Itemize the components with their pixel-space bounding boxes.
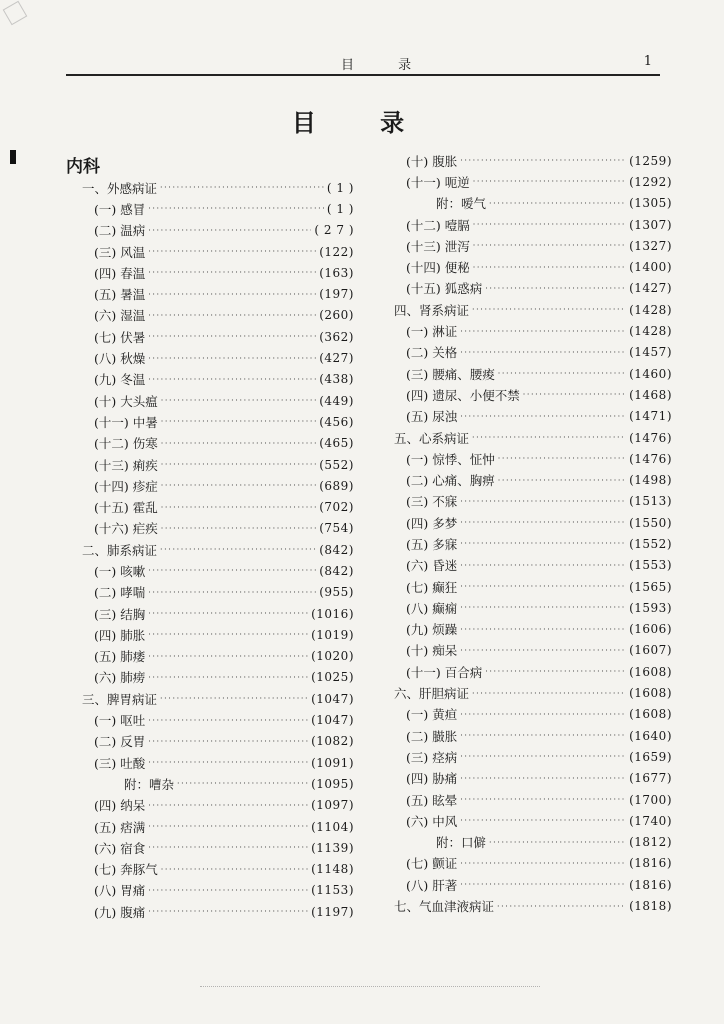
toc-entry: [394, 448, 672, 469]
toc-entry: [394, 746, 672, 767]
toc-entry: [68, 454, 354, 475]
dot-leader: [148, 673, 308, 682]
toc-entry-page: (1019): [311, 627, 354, 642]
toc-entry: [394, 342, 672, 363]
toc-entry-label: (十五) 霍乱: [94, 500, 158, 516]
dot-leader: [161, 503, 316, 512]
dot-leader: [148, 354, 316, 363]
toc-entry-label: (十二) 伤寒: [94, 436, 158, 452]
toc-entry: [68, 475, 354, 496]
dot-leader: [498, 476, 626, 485]
toc-entry: [68, 518, 354, 539]
toc-entry-page: (1498): [629, 473, 672, 488]
toc-entry-label: (八) 肝著: [406, 877, 458, 893]
toc-entry-page: (1471): [629, 409, 672, 424]
toc-entry-page: (1607): [629, 643, 672, 658]
toc-entry-label: (四) 肺胀: [94, 627, 146, 643]
toc-entry-label: (一) 感冒: [94, 201, 146, 217]
toc-entry-page: (1476): [629, 430, 672, 445]
toc-entry-label: (九) 冬温: [94, 372, 146, 388]
dot-leader: [148, 716, 308, 725]
dot-leader: [489, 838, 626, 847]
toc-entry-label: (二) 哮喘: [94, 585, 146, 601]
toc-entry: [394, 256, 672, 277]
toc-entry-label: (二) 关格: [406, 345, 458, 361]
toc-entry-label: (三) 结胸: [94, 606, 146, 622]
toc-entry-page: (1816): [629, 877, 672, 892]
toc-entry: [394, 235, 672, 256]
dot-leader: [485, 284, 626, 293]
dot-leader: [161, 396, 316, 405]
toc-entry-page: (122): [319, 244, 354, 259]
toc-entry-page: (1097): [311, 798, 354, 813]
dot-leader: [460, 518, 626, 527]
toc-entry-label: 三、脾胃病证: [82, 691, 158, 707]
toc-entry: [68, 624, 354, 645]
running-header: [66, 52, 660, 76]
dot-leader: [498, 454, 626, 463]
toc-entry: [68, 816, 354, 837]
dot-leader: [148, 737, 308, 746]
dot-leader: [148, 566, 316, 575]
dot-leader: [161, 439, 316, 448]
toc-entry: [394, 640, 672, 661]
toc-entry-page: (362): [319, 329, 354, 344]
toc-entry-label: (五) 肺痿: [94, 649, 146, 665]
header-page-number: 1: [643, 54, 652, 69]
toc-entry-label: 附：嘈杂: [124, 776, 175, 792]
dot-leader: [473, 177, 626, 186]
toc-entry: [394, 214, 672, 235]
dot-leader: [460, 625, 626, 634]
toc-entry-label: (六) 肺痨: [94, 670, 146, 686]
toc-entry-label: (十四) 疹症: [94, 478, 158, 494]
toc-entry-label: (五) 暑温: [94, 287, 146, 303]
toc-entry-page: (754): [319, 521, 354, 536]
toc-entry-label: (十) 腹胀: [406, 153, 458, 169]
toc-entry-page: (1552): [629, 536, 672, 551]
toc-entry-page: (1082): [311, 734, 354, 749]
toc-entry-page: (1197): [311, 904, 354, 919]
toc-right-column: [394, 150, 672, 917]
toc-entry-label: (四) 纳呆: [94, 798, 146, 814]
toc-entry: [68, 560, 354, 581]
toc-entry: [394, 853, 672, 874]
toc-entry-page: (689): [319, 478, 354, 493]
dot-leader: [460, 603, 626, 612]
dot-leader: [148, 822, 308, 831]
toc-entry-page: (449): [319, 393, 354, 408]
toc-entry-label: (一) 惊悸、怔忡: [406, 451, 495, 467]
toc-entry: [68, 326, 354, 347]
toc-entry: [68, 241, 354, 262]
dot-leader: [148, 204, 324, 213]
toc-entry: [394, 704, 672, 725]
toc-entry: [68, 752, 354, 773]
library-stamp: [3, 1, 28, 26]
toc-entry-page: (955): [319, 585, 354, 600]
dot-leader: [489, 199, 626, 208]
toc-entry-page: (1608): [629, 664, 672, 679]
toc-entry-label: (三) 风温: [94, 244, 146, 260]
toc-entry-label: (十一) 中暑: [94, 414, 158, 430]
toc-entry-label: (六) 昏迷: [406, 558, 458, 574]
dot-leader: [473, 220, 626, 229]
toc-entry: [68, 859, 354, 880]
dot-leader: [460, 582, 626, 591]
toc-entry: [68, 688, 354, 709]
toc-entry-label: 附：嗳气: [436, 196, 487, 212]
toc-entry-page: (1047): [311, 713, 354, 728]
toc-entry-label: (十三) 痢疾: [94, 457, 158, 473]
toc-entry-label: (十四) 便秘: [406, 260, 470, 276]
toc-entry-label: (一) 黄疸: [406, 707, 458, 723]
toc-entry: [394, 661, 672, 682]
toc-entry-page: (1148): [311, 862, 354, 877]
toc-left-column: [68, 177, 354, 922]
dot-leader: [460, 731, 626, 740]
dot-leader: [498, 369, 626, 378]
dot-leader: [460, 561, 626, 570]
dot-leader: [473, 241, 626, 250]
toc-entry-label: (四) 春温: [94, 265, 146, 281]
toc-entry: [68, 795, 354, 816]
toc-entry-label: (四) 多梦: [406, 515, 458, 531]
toc-entry-label: (七) 伏暑: [94, 329, 146, 345]
toc-entry-label: (九) 烦躁: [406, 622, 458, 638]
toc-entry-label: (五) 多寐: [406, 536, 458, 552]
dot-leader: [161, 460, 316, 469]
toc-entry: [68, 731, 354, 752]
dot-leader: [148, 758, 308, 767]
dot-leader: [148, 652, 308, 661]
page-title: 目 录: [291, 108, 433, 137]
toc-entry: [68, 390, 354, 411]
toc-entry-page: (1550): [629, 515, 672, 530]
dot-leader: [148, 268, 316, 277]
toc-entry-page: (1553): [629, 558, 672, 573]
toc-entry: [68, 539, 354, 560]
toc-entry-label: (五) 眩晕: [406, 792, 458, 808]
dot-leader: [460, 497, 626, 506]
toc-entry-page: (1677): [629, 771, 672, 786]
toc-entry-label: 六、肝胆病证: [394, 686, 470, 702]
toc-entry-page: ( 2 7 ): [314, 223, 354, 238]
toc-entry-label: (五) 痞满: [94, 819, 146, 835]
toc-entry-page: (1593): [629, 600, 672, 615]
toc-entry-page: ( 1 ): [326, 201, 354, 216]
toc-entry: [394, 406, 672, 427]
toc-entry-label: (十五) 狐惑病: [406, 281, 483, 297]
dot-leader: [523, 390, 626, 399]
toc-entry: [394, 789, 672, 810]
toc-entry-page: (1016): [311, 606, 354, 621]
toc-entry: [394, 895, 672, 916]
toc-entry-page: (1020): [311, 649, 354, 664]
dot-leader: [472, 305, 626, 314]
dot-leader: [148, 630, 308, 639]
toc-entry-page: (1047): [311, 691, 354, 706]
toc-entry-page: (1428): [629, 324, 672, 339]
toc-entry-label: 二、肺系病证: [82, 542, 158, 558]
toc-entry: [68, 709, 354, 730]
toc-entry-page: (1659): [629, 749, 672, 764]
toc-entry-page: (842): [319, 563, 354, 578]
toc-entry-page: (702): [319, 500, 354, 515]
toc-entry: [68, 880, 354, 901]
toc-entry-label: 一、外感病证: [82, 180, 158, 196]
toc-entry-page: (1565): [629, 579, 672, 594]
toc-entry-page: (465): [319, 436, 354, 451]
toc-entry-label: (十) 大头瘟: [94, 393, 158, 409]
dot-leader: [161, 865, 308, 874]
dot-leader: [177, 779, 308, 788]
toc-entry-label: 四、肾系病证: [394, 302, 470, 318]
dot-leader: [460, 795, 626, 804]
toc-entry: [68, 262, 354, 283]
toc-entry-label: (六) 湿温: [94, 308, 146, 324]
toc-entry: [394, 320, 672, 341]
toc-entry: [394, 278, 672, 299]
dot-leader: [148, 332, 316, 341]
toc-entry-label: (十) 痴呆: [406, 643, 458, 659]
toc-entry-label: (四) 胁痛: [406, 771, 458, 787]
toc-entry-page: (1457): [629, 345, 672, 360]
toc-entry-label: (十一) 呃逆: [406, 174, 470, 190]
toc-entry-label: (一) 呕吐: [94, 713, 146, 729]
toc-entry-page: (1095): [311, 776, 354, 791]
toc-entry-page: (1427): [629, 281, 672, 296]
toc-entry-page: (1091): [311, 755, 354, 770]
toc-entry: [394, 725, 672, 746]
toc-entry-label: (七) 颤证: [406, 856, 458, 872]
toc-entry-label: (二) 温病: [94, 223, 146, 239]
dot-leader: [160, 183, 324, 192]
toc-entry: [68, 369, 354, 390]
dot-leader: [148, 886, 308, 895]
toc-entry: [394, 619, 672, 640]
dot-leader: [460, 539, 626, 548]
toc-entry-label: (八) 秋燥: [94, 351, 146, 367]
toc-entry-page: (438): [319, 372, 354, 387]
margin-mark: [10, 150, 16, 164]
dot-leader: [161, 524, 316, 533]
toc-entry-label: (十六) 疟疾: [94, 521, 158, 537]
toc-entry-page: (1700): [629, 792, 672, 807]
toc-entry: [394, 768, 672, 789]
toc-entry: [68, 411, 354, 432]
section-title: 内科: [66, 157, 100, 177]
dot-leader: [148, 588, 316, 597]
toc-entry-page: (1640): [629, 728, 672, 743]
toc-entry-page: (1608): [629, 707, 672, 722]
toc-entry-page: (427): [319, 351, 354, 366]
dot-leader: [497, 902, 626, 911]
toc-entry-label: (八) 胃痛: [94, 883, 146, 899]
toc-entry-label: 附：口僻: [436, 835, 487, 851]
toc-entry-page: (1305): [629, 196, 672, 211]
toc-entry-page: (456): [319, 414, 354, 429]
toc-entry: [394, 576, 672, 597]
toc-entry: [68, 773, 354, 794]
toc-entry-label: (三) 腰痛、腰痠: [406, 366, 495, 382]
toc-entry: [68, 305, 354, 326]
toc-entry: [394, 597, 672, 618]
toc-entry-label: (十三) 泄泻: [406, 238, 470, 254]
toc-entry-label: (五) 尿浊: [406, 409, 458, 425]
toc-entry: [68, 667, 354, 688]
toc-entry-page: (1476): [629, 451, 672, 466]
toc-entry: [68, 198, 354, 219]
scan-artifact: [200, 986, 540, 990]
toc-entry-page: (1460): [629, 366, 672, 381]
toc-entry: [394, 427, 672, 448]
dot-leader: [160, 694, 308, 703]
toc-entry-page: (1292): [629, 174, 672, 189]
dot-leader: [485, 667, 626, 676]
toc-entry-label: (十一) 百合病: [406, 664, 483, 680]
toc-entry: [394, 682, 672, 703]
toc-entry: [394, 363, 672, 384]
dot-leader: [472, 433, 626, 442]
toc-entry-page: (1812): [629, 835, 672, 850]
toc-entry-page: (260): [319, 308, 354, 323]
dot-leader: [148, 290, 316, 299]
toc-entry-page: (1468): [629, 387, 672, 402]
dot-leader: [460, 710, 626, 719]
toc-entry: [68, 496, 354, 517]
dot-leader: [460, 752, 626, 761]
dot-leader: [148, 609, 308, 618]
toc-entry-label: (三) 不寐: [406, 494, 458, 510]
toc-entry-label: (六) 宿食: [94, 840, 146, 856]
dot-leader: [148, 247, 316, 256]
dot-leader: [473, 263, 626, 272]
toc-entry: [68, 283, 354, 304]
dot-leader: [161, 481, 316, 490]
toc-entry-page: (1153): [311, 883, 354, 898]
toc-entry-page: (1816): [629, 856, 672, 871]
dot-leader: [460, 156, 626, 165]
toc-entry-page: (1104): [311, 819, 354, 834]
dot-leader: [148, 907, 308, 916]
dot-leader: [148, 226, 311, 235]
toc-entry-label: (十二) 噎膈: [406, 217, 470, 233]
toc-entry-label: (六) 中风: [406, 813, 458, 829]
toc-entry-page: (197): [319, 287, 354, 302]
dot-leader: [472, 689, 626, 698]
toc-entry-page: (1025): [311, 670, 354, 685]
toc-entry: [394, 491, 672, 512]
toc-entry: [394, 810, 672, 831]
toc-entry-label: (九) 腹痛: [94, 904, 146, 920]
dot-leader: [148, 843, 308, 852]
toc-entry-page: (1513): [629, 494, 672, 509]
toc-entry-label: (三) 痉病: [406, 749, 458, 765]
toc-entry-page: (1428): [629, 302, 672, 317]
toc-entry: [68, 646, 354, 667]
toc-entry-label: 五、心系病证: [394, 430, 470, 446]
toc-entry-page: (163): [319, 265, 354, 280]
dot-leader: [460, 327, 626, 336]
dot-leader: [148, 311, 316, 320]
toc-entry: [68, 603, 354, 624]
toc-entry: [394, 832, 672, 853]
toc-entry: [394, 171, 672, 192]
toc-entry: [68, 582, 354, 603]
toc-entry-label: (四) 遗尿、小便不禁: [406, 387, 520, 403]
dot-leader: [460, 646, 626, 655]
toc-entry-page: (1327): [629, 238, 672, 253]
toc-entry: [394, 555, 672, 576]
toc-entry: [394, 533, 672, 554]
toc-entry-page: (1608): [629, 686, 672, 701]
toc-entry: [394, 469, 672, 490]
toc-entry: [394, 299, 672, 320]
toc-entry-label: (二) 反胃: [94, 734, 146, 750]
dot-leader: [160, 545, 316, 554]
dot-leader: [460, 348, 626, 357]
toc-entry-page: (1139): [311, 840, 354, 855]
toc-entry-label: (七) 奔豚气: [94, 862, 158, 878]
toc-entry-label: (一) 淋证: [406, 324, 458, 340]
toc-entry-page: (552): [319, 457, 354, 472]
dot-leader: [460, 880, 626, 889]
toc-entry: [68, 901, 354, 922]
dot-leader: [148, 801, 308, 810]
toc-entry-page: (842): [319, 542, 354, 557]
toc-entry-page: (1740): [629, 813, 672, 828]
toc-entry: [394, 150, 672, 171]
toc-entry-label: (七) 癫狂: [406, 579, 458, 595]
toc-entry-page: (1606): [629, 622, 672, 637]
toc-entry: [68, 433, 354, 454]
toc-entry-label: (一) 咳嗽: [94, 563, 146, 579]
toc-entry-page: (1400): [629, 260, 672, 275]
toc-entry-page: (1259): [629, 153, 672, 168]
header-title: 目 录: [341, 58, 432, 73]
toc-entry: [68, 837, 354, 858]
dot-leader: [161, 417, 316, 426]
toc-entry-label: (二) 心痛、胸痹: [406, 473, 495, 489]
toc-entry: [394, 512, 672, 533]
toc-entry: [68, 347, 354, 368]
toc-entry: [394, 193, 672, 214]
toc-entry: [394, 384, 672, 405]
dot-leader: [460, 774, 626, 783]
toc-entry-label: 七、气血津液病证: [394, 899, 495, 915]
toc-entry-label: (八) 癫痫: [406, 600, 458, 616]
toc-entry-page: ( 1 ): [326, 180, 354, 195]
toc-entry: [394, 874, 672, 895]
toc-entry-page: (1818): [629, 899, 672, 914]
dot-leader: [460, 816, 626, 825]
dot-leader: [460, 412, 626, 421]
dot-leader: [148, 375, 316, 384]
toc-entry: [68, 220, 354, 241]
toc-entry-label: (二) 臌胀: [406, 728, 458, 744]
toc-entry-label: (三) 吐酸: [94, 755, 146, 771]
toc-entry: [68, 177, 354, 198]
dot-leader: [460, 859, 626, 868]
toc-entry-page: (1307): [629, 217, 672, 232]
